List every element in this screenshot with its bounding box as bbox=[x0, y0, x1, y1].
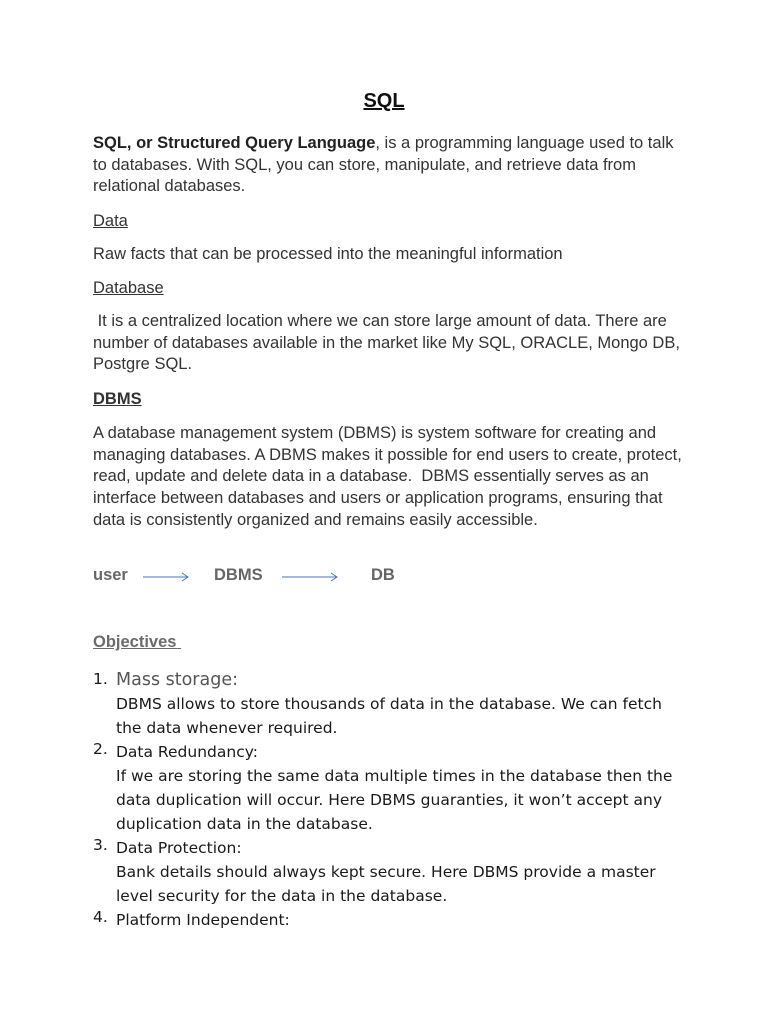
list-item-title: Platform Independent: bbox=[116, 911, 290, 929]
data-heading: Data bbox=[93, 212, 128, 230]
flow-arrow-2-icon bbox=[282, 571, 340, 583]
page-title: SQL bbox=[363, 90, 405, 112]
list-item-body: Bank details should always kept secure. Here DBMS provide a master level security for the data in the database. bbox=[116, 863, 656, 905]
objectives-list bbox=[93, 668, 683, 932]
database-heading: Database bbox=[93, 279, 164, 297]
list-item-body: If we are storing the same data multiple times in the database then the data duplication will occur. Here DBMS guaranties, it won’t accept any duplication data in the database. bbox=[116, 767, 673, 833]
list-item-number: 2. bbox=[93, 740, 108, 758]
list-item-number: 3. bbox=[93, 836, 108, 854]
list-item bbox=[93, 740, 683, 836]
database-definition: It is a centralized location where we can store large amount of data. There are number of databases available in the market like My SQL, ORACLE, Mongo DB, Postgre SQL. bbox=[93, 312, 685, 374]
flow-dbms-label: DBMS bbox=[214, 566, 263, 584]
flow-db-label: DB bbox=[371, 566, 395, 584]
list-item bbox=[93, 668, 683, 740]
intro-paragraph bbox=[93, 133, 683, 198]
data-definition: Raw facts that can be processed into the meaningful information bbox=[93, 245, 563, 263]
intro-bold-term: SQL, or Structured Query Language bbox=[93, 134, 376, 152]
flow-arrow-1-icon bbox=[143, 571, 191, 583]
list-item-number: 4. bbox=[93, 908, 108, 926]
dbms-heading: DBMS bbox=[93, 390, 142, 408]
objectives-heading: Objectives bbox=[93, 633, 182, 651]
list-item-body: DBMS allows to store thousands of data in the database. We can fetch the data whenever required. bbox=[116, 695, 662, 737]
list-item-number: 1. bbox=[93, 670, 108, 688]
flow-user-label: user bbox=[93, 566, 128, 584]
list-item bbox=[93, 836, 683, 908]
list-item-title: Data Redundancy: bbox=[116, 743, 258, 761]
dbms-definition: A database management system (DBMS) is system software for creating and managing databases. A DBMS makes it possible for end users to create, protect, read, update and delete data in a database. DBMS essentially serves as an interface between databases and users or application programs, ensuring that data is consistently organized and remains easily accessible. bbox=[93, 424, 687, 529]
intro-text: , is a programming language used to talk to databases. With SQL, you can store, manipulate, and retrieve data from relational databases. bbox=[93, 134, 674, 196]
list-item bbox=[93, 908, 683, 932]
list-item-title: Mass storage: bbox=[116, 670, 238, 690]
list-item-title: Data Protection: bbox=[116, 839, 242, 857]
